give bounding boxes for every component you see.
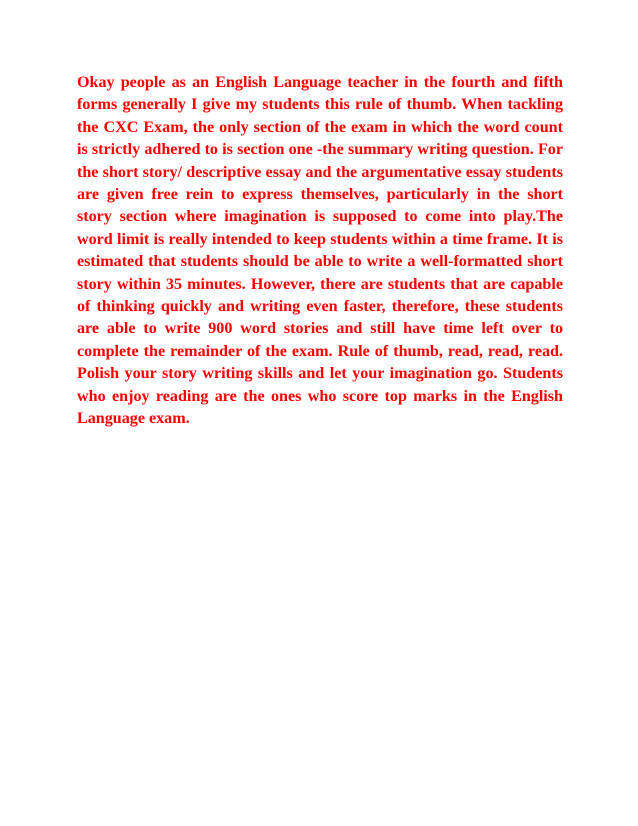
body-paragraph: Okay people as an English Language teacher in the fourth and fifth forms generally I give my students this rule of thumb. When tackling the CXC Exam, the only section of the exam in which the word count is strictly adhered to is section one -the summary writing question. For the short story/ descriptive essay and the argumentative essay students are given free rein to express themselves, particularly in the short story section where imagination is supposed to come into play.The word limit is really intended to keep students within a time frame. It is estimated that students should be able to write a well-formatted short story within 35 minutes. However, there are students that are capable of thinking quickly and writing even faster, therefore, these students are able to write 900 word stories and still have time left over to complete the remainder of the exam. Rule of thumb, read, read, read. Polish your story writing skills and let your imagination go. Students who enjoy reading are the ones who score top marks in the English Language exam. (77, 74, 563, 428)
